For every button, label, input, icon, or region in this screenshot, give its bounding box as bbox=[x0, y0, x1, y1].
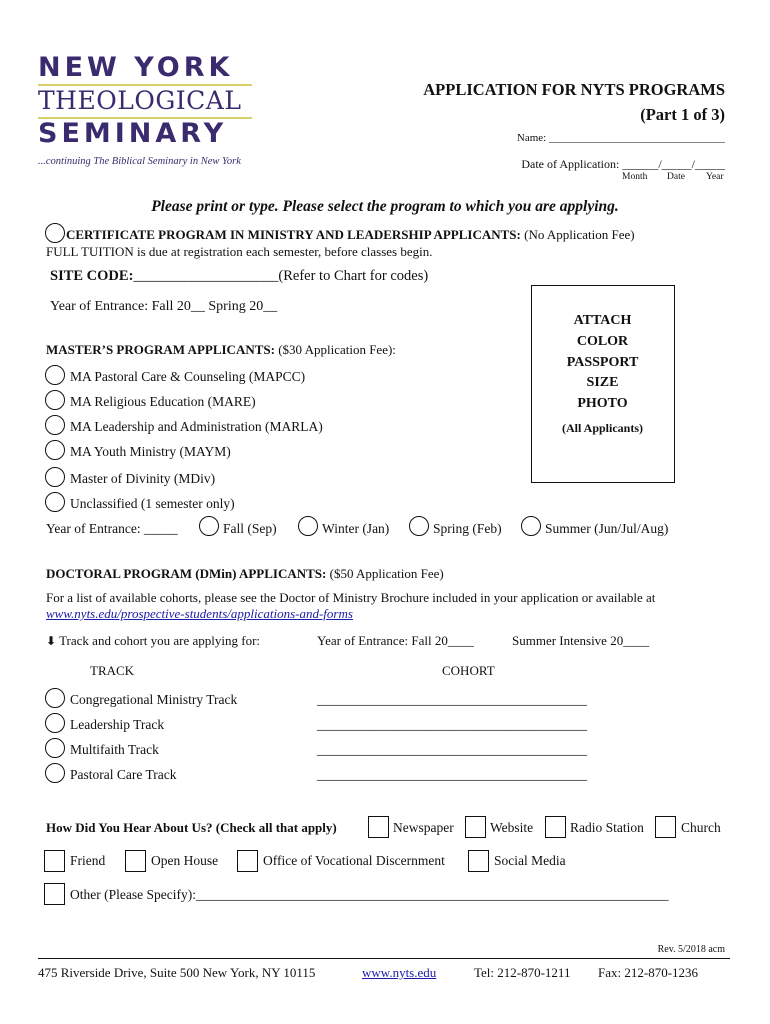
instruction: Please print or type. Please select the program to which you are applying. bbox=[151, 198, 619, 215]
date-field[interactable]: Date of Application: ______/_____/_____ bbox=[521, 157, 725, 171]
hear-option: Newspaper bbox=[393, 820, 454, 835]
hear-option: Friend bbox=[70, 853, 106, 868]
track-label: Pastoral Care Track bbox=[70, 767, 177, 782]
form-part: (Part 1 of 3) bbox=[640, 105, 725, 124]
form-title: APPLICATION FOR NYTS PROGRAMS bbox=[423, 80, 725, 99]
program-radio[interactable] bbox=[45, 390, 65, 410]
hear-option: Church bbox=[681, 820, 721, 835]
track-label: Congregational Ministry Track bbox=[70, 692, 238, 707]
certificate-fee: (No Application Fee) bbox=[520, 227, 635, 242]
masters-heading-line bbox=[46, 342, 396, 358]
program-radio[interactable] bbox=[45, 467, 65, 487]
program-label: MA Pastoral Care & Counseling (MAPCC) bbox=[70, 369, 306, 384]
footer-fax: Fax: 212-870-1236 bbox=[598, 965, 699, 980]
certificate-heading-line bbox=[66, 227, 635, 243]
cohort-text: For a list of available cohorts, please see the Doctor of Ministry Brochure included in your application or available at bbox=[46, 590, 656, 605]
footer-divider bbox=[38, 958, 730, 959]
masters-heading: MASTER’S PROGRAM APPLICANTS: bbox=[46, 342, 275, 357]
certificate-heading: CERTIFICATE PROGRAM IN MINISTRY AND LEADERSHIP APPLICANTS: bbox=[66, 227, 521, 242]
logo-tagline: ...continuing The Biblical Seminary in New York bbox=[38, 156, 241, 167]
name-field[interactable]: Name: ________________________________ bbox=[516, 132, 725, 144]
term-radio[interactable] bbox=[409, 516, 429, 536]
footer-phone: Tel: 212-870-1211 bbox=[474, 965, 571, 980]
hear-checkbox[interactable] bbox=[44, 850, 65, 872]
track-column-header: TRACK bbox=[90, 663, 135, 678]
hear-checkbox[interactable] bbox=[468, 850, 489, 872]
summer-intensive[interactable]: Summer Intensive 20____ bbox=[512, 633, 650, 648]
hear-option: Radio Station bbox=[570, 820, 644, 835]
site-code-label: SITE CODE: bbox=[50, 268, 134, 284]
photo-note: (All Applicants) bbox=[561, 421, 643, 435]
down-arrow-icon: ⬇ bbox=[46, 634, 57, 648]
forms-link[interactable]: www.nyts.edu/prospective-students/applications-and-forms bbox=[46, 606, 353, 621]
hear-option: Office of Vocational Discernment bbox=[263, 853, 445, 868]
program-radio[interactable] bbox=[45, 440, 65, 460]
term-radio[interactable] bbox=[199, 516, 219, 536]
logo-line-2: THEOLOGICAL bbox=[38, 86, 242, 115]
term-label: Fall (Sep) bbox=[223, 521, 277, 536]
hear-checkbox[interactable] bbox=[237, 850, 258, 872]
logo-line-1: NEW YORK bbox=[38, 52, 234, 83]
cohort-blank[interactable]: ________________________________________ bbox=[317, 717, 587, 732]
program-radio[interactable] bbox=[45, 365, 65, 385]
certificate-radio[interactable] bbox=[45, 223, 65, 243]
program-label: Unclassified (1 semester only) bbox=[70, 496, 235, 511]
footer-website-link[interactable]: www.nyts.edu bbox=[362, 965, 437, 980]
date-day-caption: Date bbox=[667, 172, 685, 182]
photo-line: PASSPORT bbox=[566, 354, 639, 370]
program-radio[interactable] bbox=[45, 492, 65, 512]
hear-checkbox[interactable] bbox=[655, 816, 676, 838]
cohort-blank[interactable]: ________________________________________ bbox=[317, 692, 587, 707]
photo-box bbox=[531, 285, 675, 483]
track-radio[interactable] bbox=[45, 713, 65, 733]
photo-line: SIZE bbox=[586, 375, 619, 391]
track-prompt-line bbox=[46, 633, 260, 649]
program-label: MA Leadership and Administration (MARLA) bbox=[70, 419, 323, 434]
term-label: Winter (Jan) bbox=[322, 521, 390, 536]
masters-fee: ($30 Application Fee): bbox=[274, 342, 396, 357]
photo-line: ATTACH bbox=[573, 313, 632, 328]
track-radio[interactable] bbox=[45, 688, 65, 708]
photo-line: COLOR bbox=[576, 333, 629, 349]
masters-entrance-label[interactable]: Year of Entrance: _____ bbox=[46, 521, 178, 536]
term-radio[interactable] bbox=[298, 516, 318, 536]
hear-option: Website bbox=[490, 820, 534, 835]
photo-line: PHOTO bbox=[577, 396, 628, 412]
program-label: Master of Divinity (MDiv) bbox=[70, 471, 216, 486]
date-year-caption: Year bbox=[706, 172, 724, 182]
revision: Rev. 5/2018 acm bbox=[657, 944, 725, 955]
doctoral-entrance[interactable]: Year of Entrance: Fall 20____ bbox=[317, 633, 474, 648]
site-code-rest: ____________________(Refer to Chart for codes) bbox=[133, 268, 429, 284]
logo-line-3: SEMINARY bbox=[38, 118, 228, 149]
hear-checkbox[interactable] bbox=[545, 816, 566, 838]
doctoral-heading-line bbox=[46, 566, 444, 582]
date-month-caption: Month bbox=[622, 172, 648, 182]
footer-address: 475 Riverside Drive, Suite 500 New York, NY 10115 bbox=[38, 965, 316, 980]
cohort-blank[interactable]: ________________________________________ bbox=[317, 767, 587, 782]
hear-other-checkbox[interactable] bbox=[44, 883, 65, 905]
term-label: Summer (Jun/Jul/Aug) bbox=[545, 521, 669, 536]
track-label: Multifaith Track bbox=[70, 742, 159, 757]
doctoral-fee: ($50 Application Fee) bbox=[326, 566, 444, 581]
site-code-line[interactable] bbox=[50, 268, 428, 285]
photo-box-text bbox=[532, 311, 673, 415]
doctoral-heading: DOCTORAL PROGRAM (DMin) APPLICANTS: bbox=[46, 566, 327, 581]
term-radio[interactable] bbox=[521, 516, 541, 536]
cohort-column-header: COHORT bbox=[442, 663, 495, 678]
program-label: MA Youth Ministry (MAYM) bbox=[70, 444, 231, 459]
track-radio[interactable] bbox=[45, 738, 65, 758]
hear-option: Social Media bbox=[494, 853, 566, 868]
term-label: Spring (Feb) bbox=[433, 521, 502, 536]
hear-checkbox[interactable] bbox=[125, 850, 146, 872]
certificate-entrance[interactable]: Year of Entrance: Fall 20__ Spring 20__ bbox=[50, 299, 278, 314]
program-label: MA Religious Education (MARE) bbox=[70, 394, 256, 409]
track-prompt: Track and cohort you are applying for: bbox=[59, 633, 261, 648]
hear-option: Open House bbox=[151, 853, 219, 868]
hear-heading: How Did You Hear About Us? (Check all that apply) bbox=[46, 820, 337, 835]
hear-checkbox[interactable] bbox=[368, 816, 389, 838]
track-label: Leadership Track bbox=[70, 717, 165, 732]
hear-checkbox[interactable] bbox=[465, 816, 486, 838]
certificate-note: FULL TUITION is due at registration each semester, before classes begin. bbox=[46, 244, 433, 259]
cohort-blank[interactable]: ________________________________________ bbox=[317, 742, 587, 757]
program-radio[interactable] bbox=[45, 415, 65, 435]
hear-other-field[interactable]: Other (Please Specify):______________________________________________________________________ bbox=[70, 887, 669, 902]
track-radio[interactable] bbox=[45, 763, 65, 783]
